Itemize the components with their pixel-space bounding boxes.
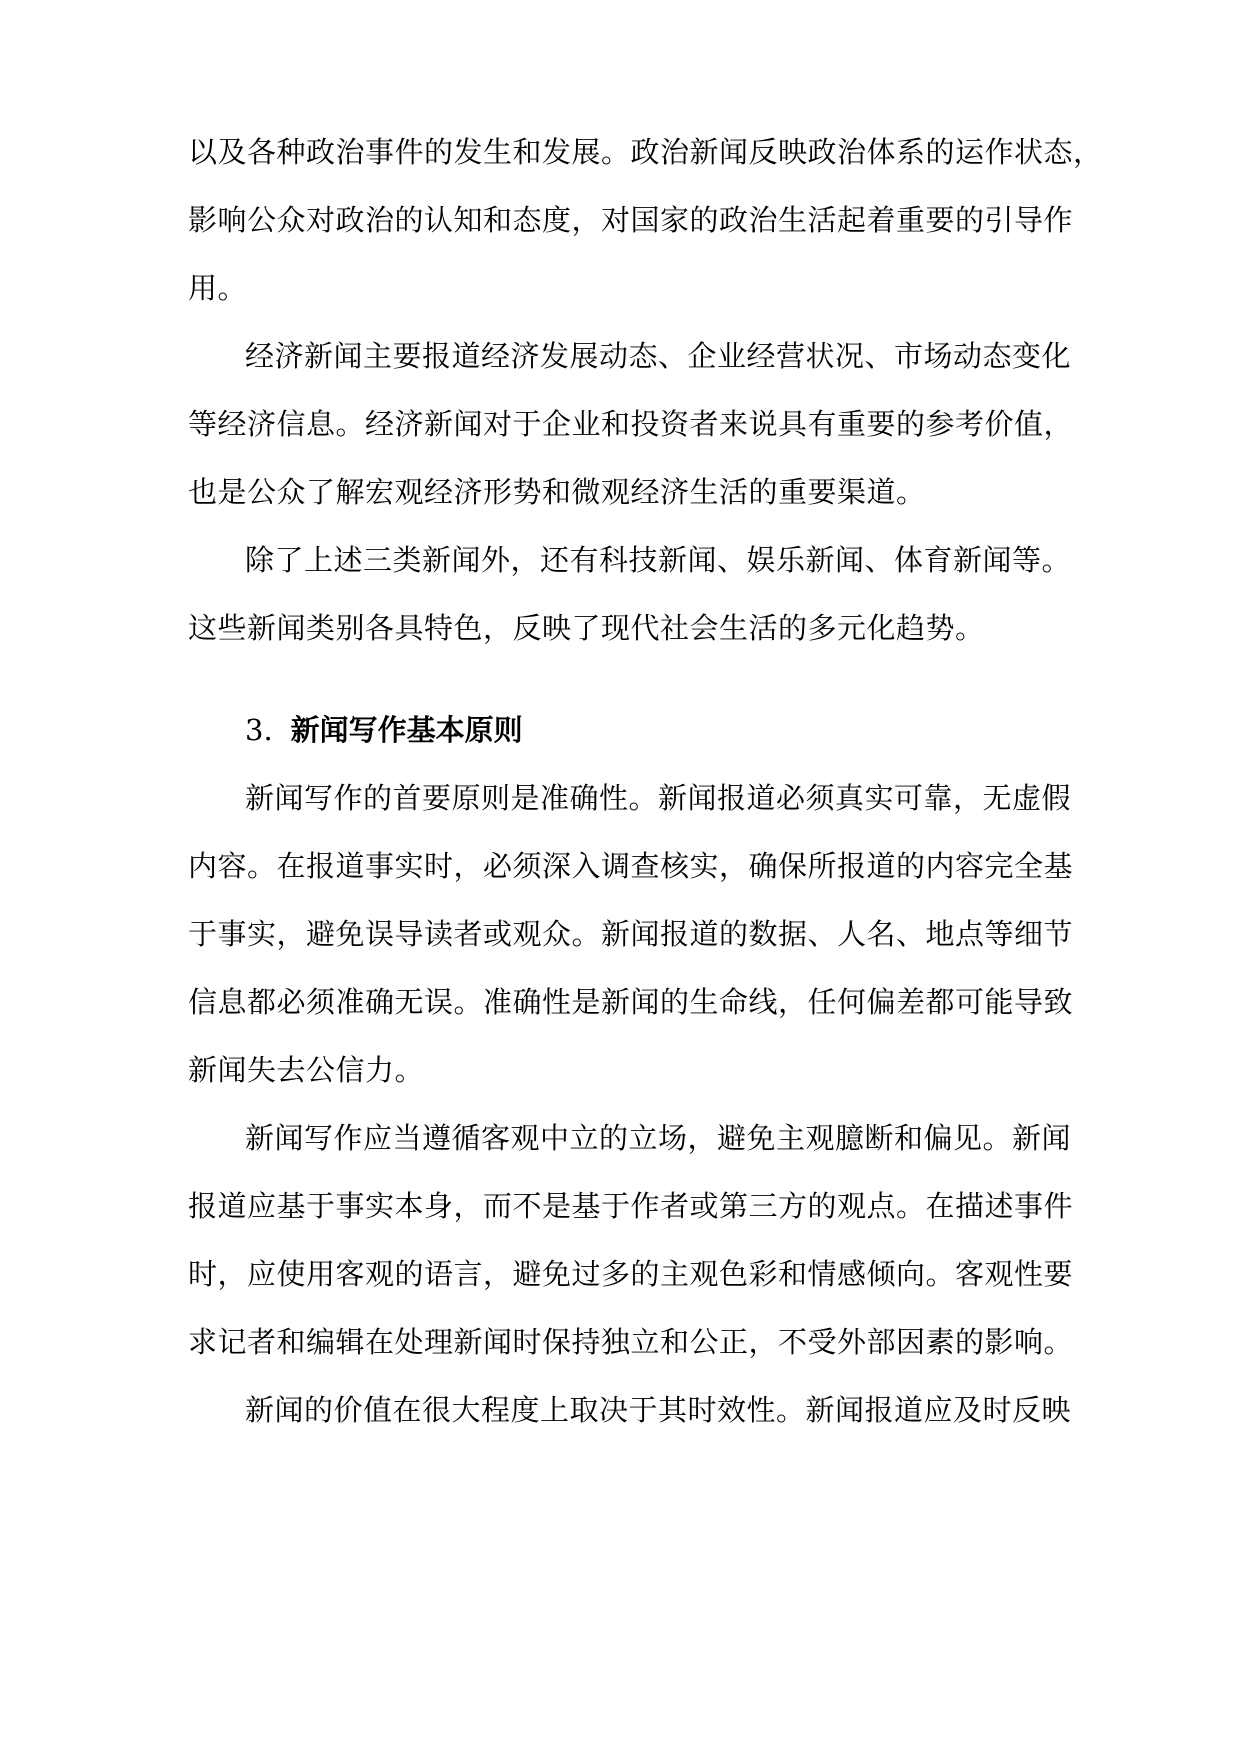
paragraph-1-line-2: 影响公众对政治的认知和态度，对国家的政治生活起着重要的引导作 <box>188 203 1074 237</box>
paragraph-2-line-3: 也是公众了解宏观经济形势和微观经济生活的重要渠道。 <box>188 475 926 509</box>
paragraph-4-line-3: 于事实，避免误导读者或观众。新闻报道的数据、人名、地点等细节 <box>188 917 1074 951</box>
paragraph-5-line-3: 时，应使用客观的语言，避免过多的主观色彩和情感倾向。客观性要 <box>188 1257 1074 1291</box>
paragraph-1-line-3: 用。 <box>188 271 248 305</box>
paragraph-1-line-1: 以及各种政治事件的发生和发展。政治新闻反映政治体系的运作状态， <box>188 135 1103 169</box>
section-heading <box>245 708 1045 752</box>
paragraph-6-line-1: 新闻的价值在很大程度上取决于其时效性。新闻报道应及时反映 <box>245 1393 1072 1427</box>
paragraph-4-line-2: 内容。在报道事实时，必须深入调查核实，确保所报道的内容完全基 <box>188 849 1074 883</box>
paragraph-3-line-1: 除了上述三类新闻外，还有科技新闻、娱乐新闻、体育新闻等。 <box>245 543 1072 577</box>
paragraph-5-line-2: 报道应基于事实本身，而不是基于作者或第三方的观点。在描述事件 <box>188 1189 1074 1223</box>
paragraph-4-line-1: 新闻写作的首要原则是准确性。新闻报道必须真实可靠，无虚假 <box>245 781 1072 815</box>
section-title: 新闻写作基本原则 <box>290 713 523 747</box>
paragraph-2-line-2: 等经济信息。经济新闻对于企业和投资者来说具有重要的参考价值， <box>188 407 1074 441</box>
paragraph-5-line-4: 求记者和编辑在处理新闻时保持独立和公正，不受外部因素的影响。 <box>188 1325 1074 1359</box>
paragraph-4-line-4: 信息都必须准确无误。准确性是新闻的生命线，任何偏差都可能导致 <box>188 985 1074 1019</box>
paragraph-3-line-2: 这些新闻类别各具特色，反映了现代社会生活的多元化趋势。 <box>188 611 985 645</box>
paragraph-2-line-1: 经济新闻主要报道经济发展动态、企业经营状况、市场动态变化 <box>245 339 1072 373</box>
paragraph-4-line-5: 新闻失去公信力。 <box>188 1053 425 1087</box>
paragraph-5-line-1: 新闻写作应当遵循客观中立的立场，避免主观臆断和偏见。新闻 <box>245 1121 1072 1155</box>
section-number: 3. <box>245 713 273 747</box>
